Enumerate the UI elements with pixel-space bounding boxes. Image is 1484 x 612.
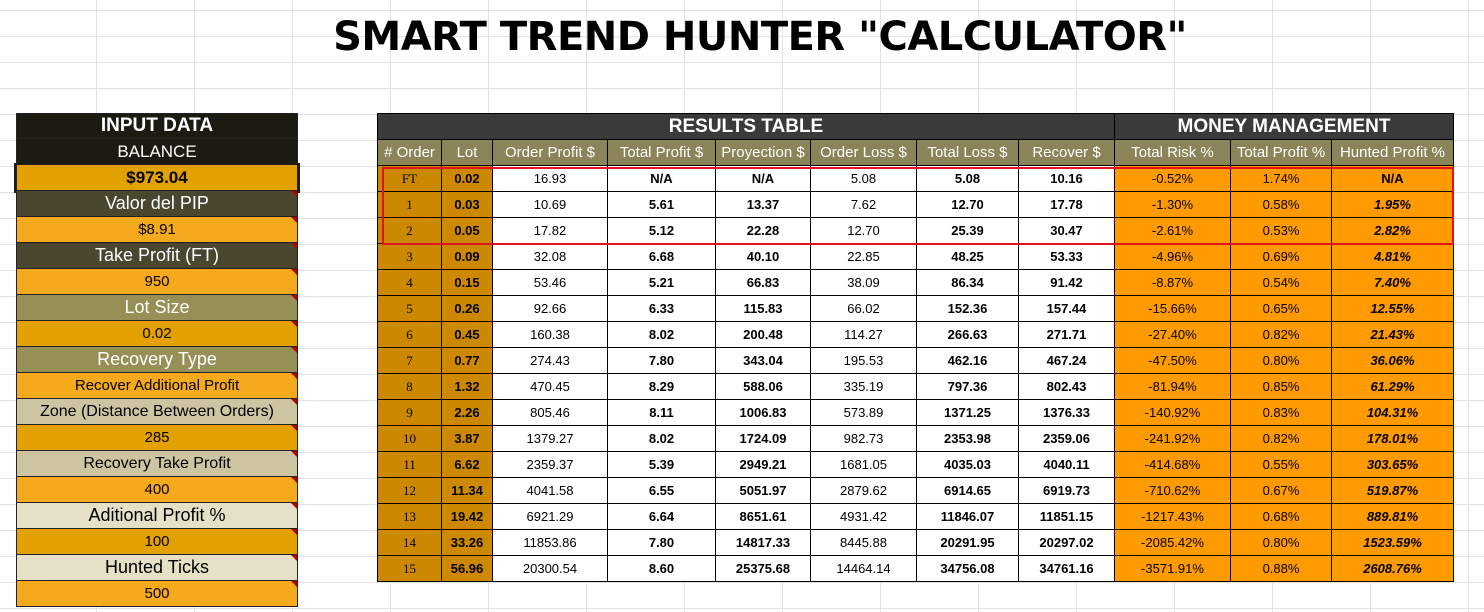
total-risk-cell[interactable]: -3571.91% xyxy=(1115,556,1231,582)
hunted-profit-cell[interactable]: 889.81% xyxy=(1332,504,1454,530)
proyection-cell[interactable]: 200.48 xyxy=(716,322,811,348)
total-loss-cell[interactable]: 86.34 xyxy=(917,270,1019,296)
total-loss-header: Total Loss $ xyxy=(917,140,1019,166)
total-loss-cell[interactable]: 12.70 xyxy=(917,192,1019,218)
total-risk-cell[interactable]: -8.87% xyxy=(1115,270,1231,296)
proyection-cell[interactable]: 40.10 xyxy=(716,244,811,270)
order-number-cell[interactable]: FT xyxy=(378,166,442,192)
recovery-take-profit-label: Recovery Take Profit xyxy=(16,451,298,477)
order-profit-cell[interactable]: 10.69 xyxy=(493,192,608,218)
order-loss-cell[interactable]: 195.53 xyxy=(811,348,917,374)
recovery-type-cell[interactable]: Recover Additional Profit xyxy=(16,373,298,399)
total-profit-cell[interactable]: 5.12 xyxy=(608,218,716,244)
order-loss-cell[interactable]: 114.27 xyxy=(811,322,917,348)
table-row xyxy=(378,348,1454,374)
total-profit-cell[interactable]: 7.80 xyxy=(608,530,716,556)
lot-cell[interactable]: 1.32 xyxy=(442,374,493,400)
recover-cell[interactable]: 30.47 xyxy=(1019,218,1115,244)
proyection-cell[interactable]: 14817.33 xyxy=(716,530,811,556)
total-profit-cell[interactable]: 6.68 xyxy=(608,244,716,270)
lot-cell[interactable]: 0.02 xyxy=(442,166,493,192)
order-profit-cell[interactable]: 92.66 xyxy=(493,296,608,322)
pip-value-label: Valor del PIP xyxy=(16,191,298,217)
recover-cell[interactable]: 2359.06 xyxy=(1019,426,1115,452)
total-risk-cell[interactable]: -710.62% xyxy=(1115,478,1231,504)
lot-cell[interactable]: 11.34 xyxy=(442,478,493,504)
hunted-ticks-cell[interactable]: 500 xyxy=(16,581,298,607)
order-profit-cell[interactable]: 32.08 xyxy=(493,244,608,270)
proyection-cell[interactable]: 13.37 xyxy=(716,192,811,218)
recover-cell[interactable]: 4040.11 xyxy=(1019,452,1115,478)
total-profit-pct-cell[interactable]: 0.80% xyxy=(1231,530,1332,556)
take-profit-label: Take Profit (FT) xyxy=(16,243,298,269)
proyection-cell[interactable]: 2949.21 xyxy=(716,452,811,478)
table-row xyxy=(378,426,1454,452)
proyection-cell[interactable]: 115.83 xyxy=(716,296,811,322)
total-loss-cell[interactable]: 1371.25 xyxy=(917,400,1019,426)
order-loss-cell[interactable]: 38.09 xyxy=(811,270,917,296)
order-number-cell[interactable]: 7 xyxy=(378,348,442,374)
hunted-profit-cell[interactable]: 519.87% xyxy=(1332,478,1454,504)
lot-cell[interactable]: 33.26 xyxy=(442,530,493,556)
order-profit-cell[interactable]: 805.46 xyxy=(493,400,608,426)
order-profit-cell[interactable]: 11853.86 xyxy=(493,530,608,556)
additional-profit-cell[interactable]: 100 xyxy=(16,529,298,555)
total-loss-cell[interactable]: 11846.07 xyxy=(917,504,1019,530)
order-number-header: # Order xyxy=(378,140,442,166)
proyection-header: Proyection $ xyxy=(716,140,811,166)
total-profit-pct-cell[interactable]: 0.55% xyxy=(1231,452,1332,478)
hunted-profit-cell[interactable]: 12.55% xyxy=(1332,296,1454,322)
input-data-header: INPUT DATA xyxy=(16,113,298,139)
proyection-cell[interactable]: 8651.61 xyxy=(716,504,811,530)
lot-cell[interactable]: 2.26 xyxy=(442,400,493,426)
order-loss-cell[interactable]: 4931.42 xyxy=(811,504,917,530)
order-number-cell[interactable]: 3 xyxy=(378,244,442,270)
order-profit-cell[interactable]: 4041.58 xyxy=(493,478,608,504)
total-risk-cell[interactable]: -414.68% xyxy=(1115,452,1231,478)
order-number-cell[interactable]: 15 xyxy=(378,556,442,582)
recover-cell[interactable]: 20297.02 xyxy=(1019,530,1115,556)
order-profit-header: Order Profit $ xyxy=(493,140,608,166)
hunted-profit-cell[interactable]: 2608.76% xyxy=(1332,556,1454,582)
total-loss-cell[interactable]: 25.39 xyxy=(917,218,1019,244)
lot-size-cell[interactable]: 0.02 xyxy=(16,321,298,347)
order-profit-cell[interactable]: 1379.27 xyxy=(493,426,608,452)
recover-header: Recover $ xyxy=(1019,140,1115,166)
order-number-cell[interactable]: 11 xyxy=(378,452,442,478)
hunted-ticks-label: Hunted Ticks xyxy=(16,555,298,581)
order-number-cell[interactable]: 9 xyxy=(378,400,442,426)
order-profit-cell[interactable]: 6921.29 xyxy=(493,504,608,530)
total-risk-cell[interactable]: -2.61% xyxy=(1115,218,1231,244)
recover-cell[interactable]: 271.71 xyxy=(1019,322,1115,348)
order-profit-cell[interactable]: 274.43 xyxy=(493,348,608,374)
money-management-title: MONEY MANAGEMENT xyxy=(1115,114,1454,140)
total-profit-pct-cell[interactable]: 0.53% xyxy=(1231,218,1332,244)
order-profit-cell[interactable]: 16.93 xyxy=(493,166,608,192)
proyection-cell[interactable]: 25375.68 xyxy=(716,556,811,582)
order-profit-cell[interactable]: 2359.37 xyxy=(493,452,608,478)
total-profit-cell[interactable]: 6.33 xyxy=(608,296,716,322)
total-risk-cell[interactable]: -0.52% xyxy=(1115,166,1231,192)
table-row xyxy=(378,322,1454,348)
page-title: SMART TREND HUNTER "CALCULATOR" xyxy=(333,14,1187,60)
take-profit-cell[interactable]: 950 xyxy=(16,269,298,295)
total-profit-cell[interactable]: 5.61 xyxy=(608,192,716,218)
table-row xyxy=(378,504,1454,530)
balance-label: BALANCE xyxy=(16,139,298,165)
hunted-profit-cell[interactable]: 4.81% xyxy=(1332,244,1454,270)
order-loss-cell[interactable]: 7.62 xyxy=(811,192,917,218)
total-loss-cell[interactable]: 2353.98 xyxy=(917,426,1019,452)
lot-size-label: Lot Size xyxy=(16,295,298,321)
additional-profit-label: Aditional Profit % xyxy=(16,503,298,529)
total-loss-cell[interactable]: 797.36 xyxy=(917,374,1019,400)
order-number-cell[interactable]: 5 xyxy=(378,296,442,322)
recovery-type-label: Recovery Type xyxy=(16,347,298,373)
recover-cell[interactable]: 802.43 xyxy=(1019,374,1115,400)
total-profit-cell[interactable]: 8.11 xyxy=(608,400,716,426)
lot-cell[interactable]: 3.87 xyxy=(442,426,493,452)
total-risk-cell[interactable]: -81.94% xyxy=(1115,374,1231,400)
proyection-cell[interactable]: 1006.83 xyxy=(716,400,811,426)
total-loss-cell[interactable]: 462.16 xyxy=(917,348,1019,374)
lot-cell[interactable]: 0.45 xyxy=(442,322,493,348)
total-profit-cell[interactable]: 6.55 xyxy=(608,478,716,504)
total-profit-pct-cell[interactable]: 0.58% xyxy=(1231,192,1332,218)
hunted-profit-header: Hunted Profit % xyxy=(1332,140,1454,166)
total-risk-cell[interactable]: -241.92% xyxy=(1115,426,1231,452)
order-loss-cell[interactable]: 2879.62 xyxy=(811,478,917,504)
proyection-cell[interactable]: 66.83 xyxy=(716,270,811,296)
order-loss-cell[interactable]: 982.73 xyxy=(811,426,917,452)
order-loss-cell[interactable]: 1681.05 xyxy=(811,452,917,478)
table-row xyxy=(378,218,1454,244)
order-loss-cell[interactable]: 66.02 xyxy=(811,296,917,322)
table-row xyxy=(378,192,1454,218)
hunted-profit-cell[interactable]: 1523.59% xyxy=(1332,530,1454,556)
table-row xyxy=(378,270,1454,296)
total-loss-cell[interactable]: 6914.65 xyxy=(917,478,1019,504)
hunted-profit-cell[interactable]: 21.43% xyxy=(1332,322,1454,348)
proyection-cell[interactable]: N/A xyxy=(716,166,811,192)
total-profit-cell[interactable]: 8.60 xyxy=(608,556,716,582)
lot-cell[interactable]: 0.15 xyxy=(442,270,493,296)
order-number-cell[interactable]: 2 xyxy=(378,218,442,244)
order-number-cell[interactable]: 13 xyxy=(378,504,442,530)
order-loss-cell[interactable]: 22.85 xyxy=(811,244,917,270)
total-profit-pct-cell[interactable]: 0.85% xyxy=(1231,374,1332,400)
table-row xyxy=(378,452,1454,478)
total-profit-cell[interactable]: 8.02 xyxy=(608,322,716,348)
total-profit-pct-cell[interactable]: 0.68% xyxy=(1231,504,1332,530)
recover-cell[interactable]: 34761.16 xyxy=(1019,556,1115,582)
proyection-cell[interactable]: 5051.97 xyxy=(716,478,811,504)
order-number-cell[interactable]: 14 xyxy=(378,530,442,556)
hunted-profit-cell[interactable]: 303.65% xyxy=(1332,452,1454,478)
total-loss-cell[interactable]: 20291.95 xyxy=(917,530,1019,556)
zone-cell[interactable]: 285 xyxy=(16,425,298,451)
order-profit-cell[interactable]: 17.82 xyxy=(493,218,608,244)
lot-cell[interactable]: 56.96 xyxy=(442,556,493,582)
input-data-panel xyxy=(16,113,298,607)
total-risk-cell[interactable]: -15.66% xyxy=(1115,296,1231,322)
order-number-cell[interactable]: 12 xyxy=(378,478,442,504)
table-row xyxy=(378,244,1454,270)
table-row xyxy=(378,530,1454,556)
recover-cell[interactable]: 10.16 xyxy=(1019,166,1115,192)
total-profit-cell[interactable]: 6.64 xyxy=(608,504,716,530)
lot-cell[interactable]: 6.62 xyxy=(442,452,493,478)
lot-cell[interactable]: 0.77 xyxy=(442,348,493,374)
recover-cell[interactable]: 1376.33 xyxy=(1019,400,1115,426)
lot-cell[interactable]: 0.26 xyxy=(442,296,493,322)
total-profit-header: Total Profit $ xyxy=(608,140,716,166)
order-loss-header: Order Loss $ xyxy=(811,140,917,166)
total-profit-pct-cell[interactable]: 0.83% xyxy=(1231,400,1332,426)
proyection-cell[interactable]: 588.06 xyxy=(716,374,811,400)
lot-cell[interactable]: 0.05 xyxy=(442,218,493,244)
results-table xyxy=(377,113,1454,582)
lot-cell[interactable]: 0.03 xyxy=(442,192,493,218)
total-profit-cell[interactable]: 8.29 xyxy=(608,374,716,400)
lot-header: Lot xyxy=(442,140,493,166)
order-profit-cell[interactable]: 160.38 xyxy=(493,322,608,348)
order-loss-cell[interactable]: 335.19 xyxy=(811,374,917,400)
hunted-profit-cell[interactable]: 7.40% xyxy=(1332,270,1454,296)
total-risk-cell[interactable]: -47.50% xyxy=(1115,348,1231,374)
total-profit-cell[interactable]: N/A xyxy=(608,166,716,192)
total-loss-cell[interactable]: 4035.03 xyxy=(917,452,1019,478)
proyection-cell[interactable]: 343.04 xyxy=(716,348,811,374)
total-profit-pct-cell[interactable]: 0.65% xyxy=(1231,296,1332,322)
order-profit-cell[interactable]: 20300.54 xyxy=(493,556,608,582)
total-profit-pct-cell[interactable]: 0.88% xyxy=(1231,556,1332,582)
order-number-cell[interactable]: 6 xyxy=(378,322,442,348)
order-loss-cell[interactable]: 14464.14 xyxy=(811,556,917,582)
table-row xyxy=(378,296,1454,322)
order-profit-cell[interactable]: 470.45 xyxy=(493,374,608,400)
hunted-profit-cell[interactable]: 1.95% xyxy=(1332,192,1454,218)
total-profit-pct-cell[interactable]: 0.67% xyxy=(1231,478,1332,504)
proyection-cell[interactable]: 1724.09 xyxy=(716,426,811,452)
results-table-title: RESULTS TABLE xyxy=(378,114,1115,140)
total-risk-cell[interactable]: -2085.42% xyxy=(1115,530,1231,556)
table-row xyxy=(378,478,1454,504)
lot-cell[interactable]: 0.09 xyxy=(442,244,493,270)
total-profit-cell[interactable]: 5.39 xyxy=(608,452,716,478)
proyection-cell[interactable]: 22.28 xyxy=(716,218,811,244)
total-risk-header: Total Risk % xyxy=(1115,140,1231,166)
total-profit-pct-cell[interactable]: 0.80% xyxy=(1231,348,1332,374)
total-profit-pct-header: Total Profit % xyxy=(1231,140,1332,166)
hunted-profit-cell[interactable]: 104.31% xyxy=(1332,400,1454,426)
total-loss-cell[interactable]: 34756.08 xyxy=(917,556,1019,582)
total-profit-pct-cell[interactable]: 0.54% xyxy=(1231,270,1332,296)
recovery-take-profit-cell[interactable]: 400 xyxy=(16,477,298,503)
recover-cell[interactable]: 53.33 xyxy=(1019,244,1115,270)
total-loss-cell[interactable]: 266.63 xyxy=(917,322,1019,348)
table-row xyxy=(378,400,1454,426)
hunted-profit-cell[interactable]: N/A xyxy=(1332,166,1454,192)
recover-cell[interactable]: 17.78 xyxy=(1019,192,1115,218)
order-profit-cell[interactable]: 53.46 xyxy=(493,270,608,296)
recover-cell[interactable]: 6919.73 xyxy=(1019,478,1115,504)
total-risk-cell[interactable]: -1.30% xyxy=(1115,192,1231,218)
total-loss-cell[interactable]: 48.25 xyxy=(917,244,1019,270)
hunted-profit-cell[interactable]: 36.06% xyxy=(1332,348,1454,374)
recover-cell[interactable]: 157.44 xyxy=(1019,296,1115,322)
table-row xyxy=(378,374,1454,400)
total-risk-cell[interactable]: -27.40% xyxy=(1115,322,1231,348)
hunted-profit-cell[interactable]: 2.82% xyxy=(1332,218,1454,244)
order-number-cell[interactable]: 8 xyxy=(378,374,442,400)
order-loss-cell[interactable]: 5.08 xyxy=(811,166,917,192)
order-loss-cell[interactable]: 573.89 xyxy=(811,400,917,426)
order-loss-cell[interactable]: 12.70 xyxy=(811,218,917,244)
total-loss-cell[interactable]: 5.08 xyxy=(917,166,1019,192)
order-loss-cell[interactable]: 8445.88 xyxy=(811,530,917,556)
total-profit-pct-cell[interactable]: 0.82% xyxy=(1231,322,1332,348)
order-number-cell[interactable]: 4 xyxy=(378,270,442,296)
total-profit-cell[interactable]: 7.80 xyxy=(608,348,716,374)
total-profit-pct-cell[interactable]: 0.82% xyxy=(1231,426,1332,452)
hunted-profit-cell[interactable]: 178.01% xyxy=(1332,426,1454,452)
order-number-cell[interactable]: 10 xyxy=(378,426,442,452)
balance-cell[interactable]: $973.04 xyxy=(16,165,298,191)
total-profit-cell[interactable]: 8.02 xyxy=(608,426,716,452)
total-risk-cell[interactable]: -1217.43% xyxy=(1115,504,1231,530)
recover-cell[interactable]: 91.42 xyxy=(1019,270,1115,296)
lot-cell[interactable]: 19.42 xyxy=(442,504,493,530)
pip-value-cell[interactable]: $8.91 xyxy=(16,217,298,243)
zone-label: Zone (Distance Between Orders) xyxy=(16,399,298,425)
table-row xyxy=(378,166,1454,192)
recover-cell[interactable]: 11851.15 xyxy=(1019,504,1115,530)
total-profit-cell[interactable]: 5.21 xyxy=(608,270,716,296)
total-risk-cell[interactable]: -4.96% xyxy=(1115,244,1231,270)
total-profit-pct-cell[interactable]: 1.74% xyxy=(1231,166,1332,192)
total-profit-pct-cell[interactable]: 0.69% xyxy=(1231,244,1332,270)
recover-cell[interactable]: 467.24 xyxy=(1019,348,1115,374)
total-loss-cell[interactable]: 152.36 xyxy=(917,296,1019,322)
order-number-cell[interactable]: 1 xyxy=(378,192,442,218)
total-risk-cell[interactable]: -140.92% xyxy=(1115,400,1231,426)
hunted-profit-cell[interactable]: 61.29% xyxy=(1332,374,1454,400)
table-row xyxy=(378,556,1454,582)
